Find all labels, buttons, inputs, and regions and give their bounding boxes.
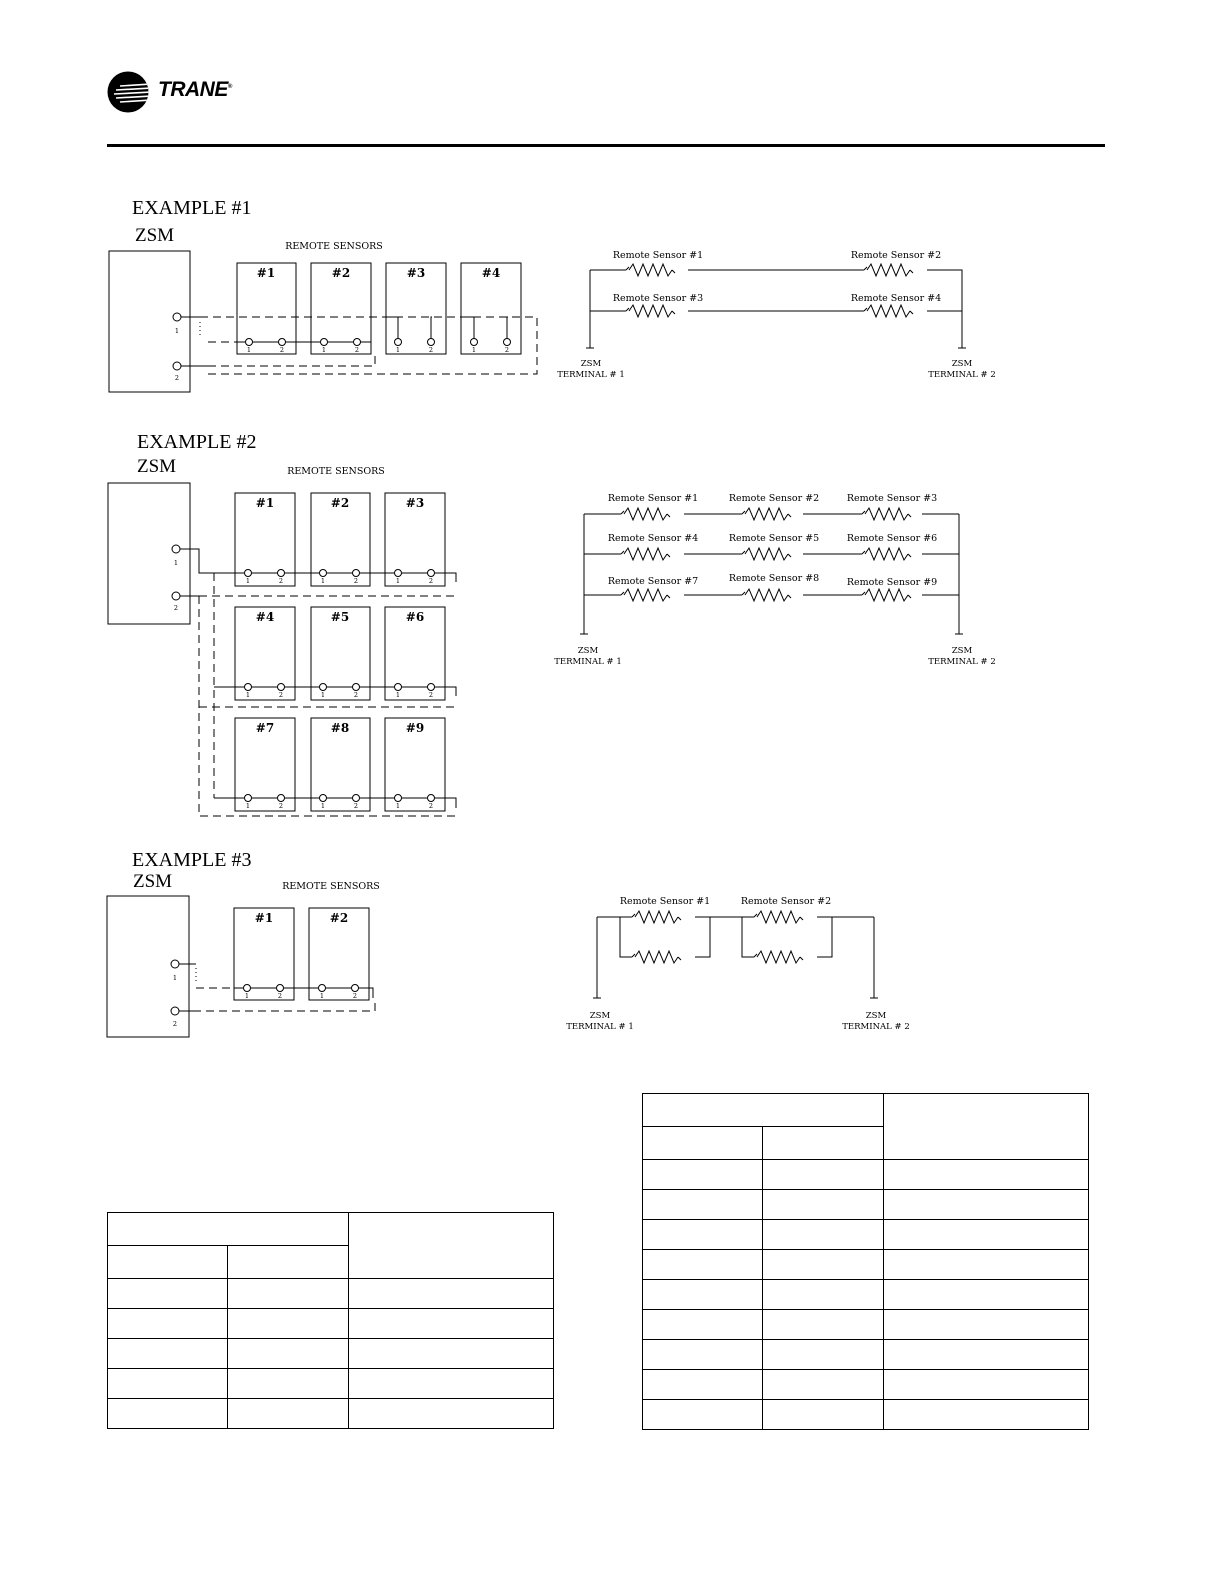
- ex1-resistor-label-1: Remote Sensor #1: [612, 250, 704, 261]
- table-row: [643, 1190, 1089, 1220]
- left-empty-table: [107, 1212, 554, 1429]
- example-1-zsm-box: [109, 251, 190, 392]
- example-3-zsm-terminal-2-label: 2: [172, 1020, 178, 1028]
- ex1-right-terminal-label: ZSM TERMINAL # 2: [928, 359, 996, 380]
- ex1-resistor-label-4: Remote Sensor #4: [850, 293, 942, 304]
- example-3-zsm-box: [107, 896, 189, 1037]
- ex2-r3-t6: 2: [428, 802, 434, 810]
- example-1-zsm-terminal-2-label: 2: [174, 374, 180, 382]
- ex2-r3-t2: 2: [278, 802, 284, 810]
- example-3-sensor-1-label: #1: [254, 911, 274, 925]
- example-3-zsm-terminal-2: [171, 1007, 179, 1015]
- ex2-resistor-label-7: Remote Sensor #7: [607, 576, 699, 587]
- ex2-r1-t3: 1: [320, 577, 326, 585]
- example-1-zsm-label: ZSM: [135, 225, 175, 246]
- table-row: [643, 1250, 1089, 1280]
- example-1-remote-sensors-label: REMOTE SENSORS: [285, 241, 383, 252]
- ex3-left-terminal-label: ZSM TERMINAL # 1: [566, 1011, 634, 1032]
- example-1-s4-t2: 2: [504, 346, 510, 354]
- ex2-left-terminal-label: ZSM TERMINAL # 1: [554, 646, 622, 667]
- example-1-sensor-terminals: [246, 339, 511, 346]
- ex2-r2-t1: 1: [245, 691, 251, 699]
- example-3-zsm-terminal-1-label: 1: [172, 974, 178, 982]
- ex2-r1-t6: 2: [428, 577, 434, 585]
- example-1-title: EXAMPLE #1: [132, 197, 252, 219]
- example-1-zsm-terminal-2: [173, 362, 181, 370]
- ex2-resistor-label-6: Remote Sensor #6: [846, 533, 938, 544]
- ex2-resistor-label-4: Remote Sensor #4: [607, 533, 699, 544]
- ex3-s1-t2: 2: [277, 992, 283, 1000]
- ex2-r3-t5: 1: [395, 802, 401, 810]
- brand-name: TRANE®: [158, 78, 232, 101]
- table-row: [643, 1280, 1089, 1310]
- table-row: [643, 1340, 1089, 1370]
- example-1-sensor-3-label: #3: [406, 266, 426, 280]
- ex2-r2-t2: 2: [278, 691, 284, 699]
- example-2-zsm-box: [108, 483, 190, 624]
- example-2-sensor-7-label: #7: [255, 721, 275, 735]
- left-table-header-col3: [348, 1213, 553, 1279]
- example-3-sensor-2-label: #2: [329, 911, 349, 925]
- example-1-sensor-1-label: #1: [256, 266, 276, 280]
- ex1-resistor-label-3: Remote Sensor #3: [612, 293, 704, 304]
- table-row: [108, 1339, 554, 1369]
- ex1-left-terminal-label: ZSM TERMINAL # 1: [557, 359, 625, 380]
- example-3-zsm-label: ZSM: [133, 871, 173, 892]
- example-1-s1-t2: 2: [279, 346, 285, 354]
- example-2-sensor-9-label: #9: [405, 721, 425, 735]
- example-2-sensor-2-label: #2: [330, 496, 350, 510]
- example-1-zsm-terminal-1-label: 1: [174, 327, 180, 335]
- table-row: [643, 1160, 1089, 1190]
- ex2-r2-t6: 2: [428, 691, 434, 699]
- table-row: [643, 1310, 1089, 1340]
- ex3-s2-t1: 1: [319, 992, 325, 1000]
- schematics: [580, 264, 966, 998]
- example-2-sensor-1-label: #1: [255, 496, 275, 510]
- ex2-right-terminal-label: ZSM TERMINAL # 2: [928, 646, 996, 667]
- example-2-sensor-4-label: #4: [255, 610, 275, 624]
- example-2-zsm-label: ZSM: [137, 456, 177, 477]
- left-table-subheader-col2: [228, 1246, 348, 1279]
- example-2-sensor-6-label: #6: [405, 610, 425, 624]
- ex3-right-terminal-label: ZSM TERMINAL # 2: [842, 1011, 910, 1032]
- example-2-sensor-3-label: #3: [405, 496, 425, 510]
- example-2-zsm-terminal-2: [172, 592, 180, 600]
- ex1-resistor-label-2: Remote Sensor #2: [850, 250, 942, 261]
- ex2-r3-t3: 1: [320, 802, 326, 810]
- example-2-zsm-terminal-1-label: 1: [173, 559, 179, 567]
- ex3-s2-t2: 2: [352, 992, 358, 1000]
- example-2-remote-sensors-label: REMOTE SENSORS: [287, 466, 385, 477]
- ex2-r2-t5: 1: [395, 691, 401, 699]
- example-1-s2-t2: 2: [354, 346, 360, 354]
- table-row: [108, 1369, 554, 1399]
- example-2-zsm-terminal-1: [172, 545, 180, 553]
- right-table-header-col3: [883, 1094, 1088, 1160]
- example-2-title: EXAMPLE #2: [137, 431, 257, 453]
- example-1-sensor-2-label: #2: [331, 266, 351, 280]
- table-row: [108, 1399, 554, 1429]
- ex2-resistor-label-8: Remote Sensor #8: [728, 573, 820, 584]
- ex2-r2-t3: 1: [320, 691, 326, 699]
- ex2-r1-t1: 1: [245, 577, 251, 585]
- ex3-s1-t1: 1: [244, 992, 250, 1000]
- example-3-title: EXAMPLE #3: [132, 849, 252, 871]
- table-row: [643, 1220, 1089, 1250]
- example-1-s2-t1: 1: [321, 346, 327, 354]
- ex3-resistor-label-1: Remote Sensor #1: [619, 896, 711, 907]
- example-2-sensor-8-label: #8: [330, 721, 350, 735]
- ex2-r3-t1: 1: [245, 802, 251, 810]
- ex2-resistor-label-5: Remote Sensor #5: [728, 533, 820, 544]
- left-table-subheader-col1: [108, 1246, 228, 1279]
- right-table-subheader-col2: [763, 1127, 883, 1160]
- table-row: [108, 1279, 554, 1309]
- ex2-r1-t2: 2: [278, 577, 284, 585]
- ex2-r2-t4: 2: [353, 691, 359, 699]
- table-row: [643, 1400, 1089, 1430]
- ex2-r1-t4: 2: [353, 577, 359, 585]
- ex3-resistor-label-2: Remote Sensor #2: [740, 896, 832, 907]
- example-1-s3-t1: 1: [395, 346, 401, 354]
- right-table-subheader-col1: [643, 1127, 763, 1160]
- example-1-s1-t1: 1: [246, 346, 252, 354]
- example-3-remote-sensors-label: REMOTE SENSORS: [282, 881, 380, 892]
- example-1-zsm-terminal-1: [173, 313, 181, 321]
- example-2-sensor-terminals: [245, 570, 435, 802]
- resistor-symbol: [626, 264, 675, 276]
- table-row: [108, 1309, 554, 1339]
- ex2-resistor-label-2: Remote Sensor #2: [728, 493, 820, 504]
- ex2-r1-t5: 1: [395, 577, 401, 585]
- example-2-zsm-terminal-2-label: 2: [173, 604, 179, 612]
- left-table-header-group: [108, 1213, 349, 1246]
- right-table-header-group: [643, 1094, 884, 1127]
- example-1-sensor-4-label: #4: [481, 266, 501, 280]
- ex2-resistor-label-1: Remote Sensor #1: [607, 493, 699, 504]
- ex2-r3-t4: 2: [353, 802, 359, 810]
- ex2-resistor-label-3: Remote Sensor #3: [846, 493, 938, 504]
- example-1-s4-t1: 1: [471, 346, 477, 354]
- example-1-s3-t2: 2: [428, 346, 434, 354]
- right-empty-table: [642, 1093, 1089, 1430]
- example-2-sensor-5-label: #5: [330, 610, 350, 624]
- table-row: [643, 1370, 1089, 1400]
- ex2-resistor-label-9: Remote Sensor #9: [846, 577, 938, 588]
- example-3-zsm-terminal-1: [171, 960, 179, 968]
